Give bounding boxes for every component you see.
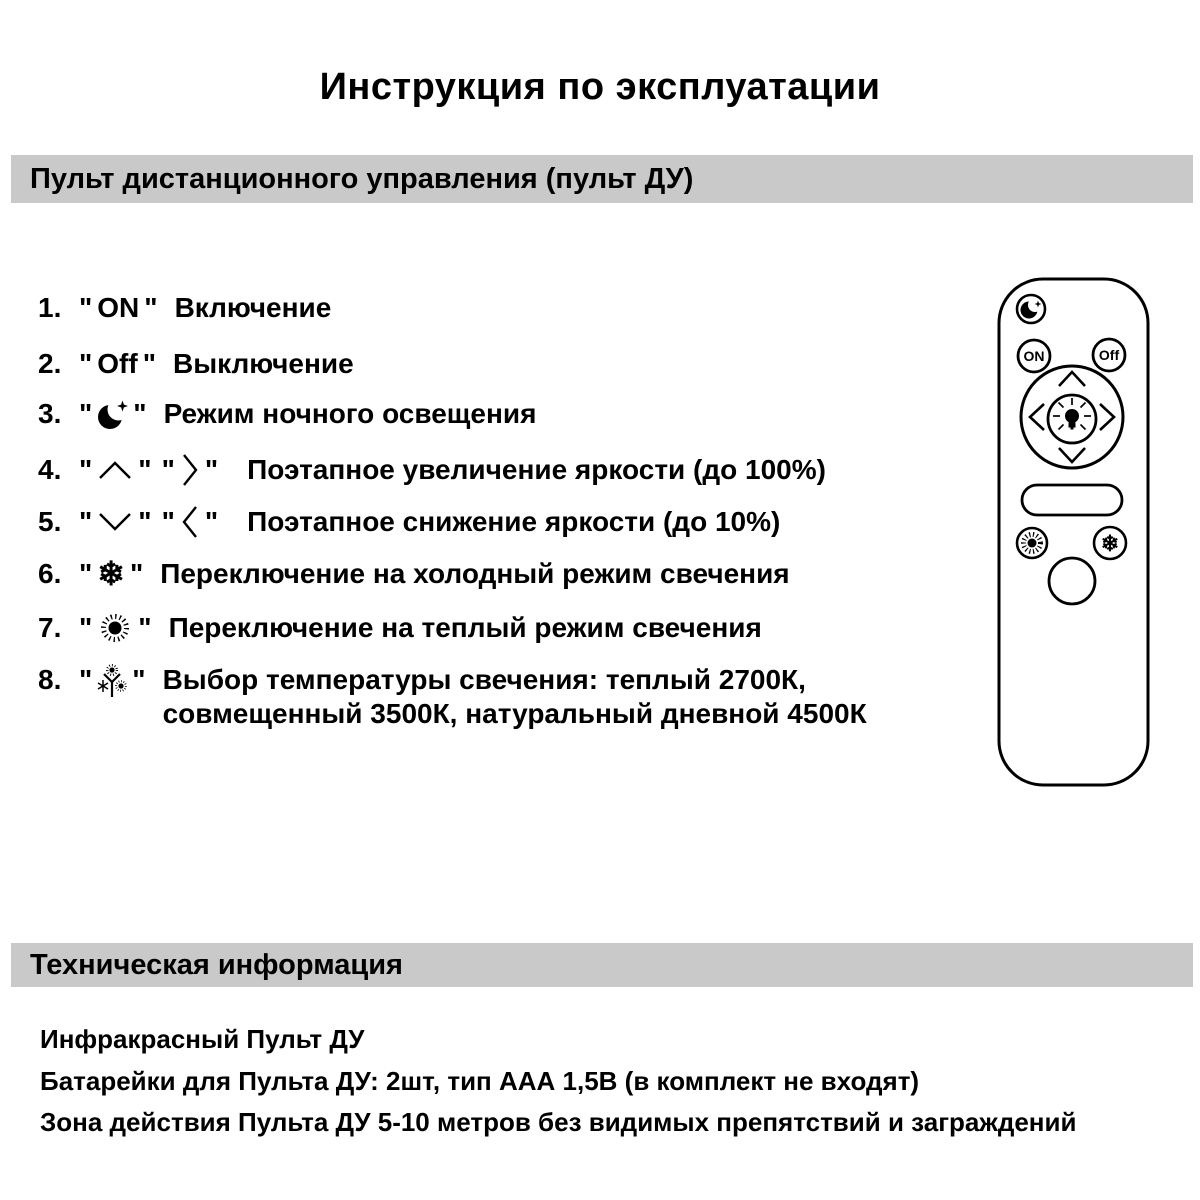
svg-text:Off: Off: [1098, 347, 1120, 363]
quote-mark: ": [204, 506, 219, 537]
quote-mark: ": [132, 664, 146, 695]
quote-mark: ": [79, 664, 93, 695]
night-mode-button: [1017, 295, 1045, 323]
quote-mark: ": [133, 398, 147, 429]
plain-round-button: [1049, 558, 1095, 604]
item-description: Переключение на холодный режим свечения: [160, 558, 790, 589]
item-description-line-2: совмещенный 3500К, натуральный дневной 4500К: [162, 698, 867, 729]
section-header-remote: [11, 155, 1193, 203]
chevron-left-icon: [180, 503, 200, 541]
quote-mark: ": [138, 506, 152, 537]
page-title: Инструкция по эксплуатации: [319, 66, 881, 108]
item-number: 5.: [38, 506, 62, 537]
quote-mark: ": [161, 454, 175, 485]
item-number: 4.: [38, 454, 62, 485]
snowflake-icon: ❄: [97, 555, 125, 592]
chevron-up-icon: [97, 459, 133, 481]
color-temperature-icon: [97, 664, 127, 700]
item-number: 2.: [38, 348, 62, 379]
svg-text:ON: ON: [1023, 348, 1045, 364]
list-item-color-temperature: [38, 663, 867, 731]
off-button-label: Off: [97, 348, 138, 379]
quote-mark: ": [129, 558, 144, 589]
list-item-on: [38, 290, 331, 326]
list-item-off: [38, 346, 354, 382]
quote-mark: ": [142, 348, 156, 379]
quote-mark: ": [79, 506, 93, 537]
item-description: Режим ночного освещения: [163, 398, 537, 429]
quote-mark: ": [161, 506, 175, 537]
item-number: 8.: [38, 664, 62, 695]
quote-mark: ": [79, 292, 93, 323]
section-header-remote-label: Пульт дистанционного управления (пульт ДУ): [30, 162, 694, 195]
on-button: [1018, 340, 1050, 372]
on-button-label: ON: [97, 292, 140, 323]
list-item-night-mode: [38, 396, 536, 432]
quote-mark: ": [138, 454, 152, 485]
list-item-brightness-up: [38, 452, 826, 488]
quote-mark: ": [79, 454, 93, 485]
section-header-tech: [11, 943, 1193, 987]
sun-icon: [97, 610, 133, 646]
quote-mark: ": [204, 454, 219, 485]
chevron-right-icon: [180, 451, 200, 489]
quote-mark: ": [138, 612, 152, 643]
item-description: Поэтапное увеличение яркости (до 100%): [247, 454, 826, 485]
list-item-warm-mode: [38, 610, 762, 646]
item-number: 3.: [38, 398, 62, 429]
quote-mark: ": [79, 348, 93, 379]
quote-mark: ": [79, 558, 93, 589]
item-number: 7.: [38, 612, 62, 643]
quote-mark: ": [144, 292, 158, 323]
list-item-cold-mode: [38, 556, 790, 592]
section-header-tech-label: Техническая информация: [30, 948, 403, 981]
tech-info-line: Зона действия Пульта ДУ 5-10 метров без видимых препятствий и заграждений: [40, 1106, 1077, 1137]
item-description: Включение: [174, 292, 332, 323]
pill-button: [1022, 485, 1122, 515]
list-item-brightness-down: [38, 504, 780, 540]
quote-mark: ": [79, 398, 93, 429]
cold-mode-button: [1094, 527, 1126, 559]
item-description-line-1: Выбор температуры свечения: теплый 2700К,: [162, 664, 806, 695]
quote-mark: ": [79, 612, 93, 643]
warm-mode-button: [1017, 528, 1047, 558]
item-description: [163, 663, 867, 731]
crescent-moon-icon: [97, 397, 128, 431]
off-button: [1093, 339, 1125, 371]
chevron-down-icon: [97, 511, 133, 533]
item-description: Выключение: [173, 348, 354, 379]
snowflake-icon: ❄: [1100, 531, 1120, 556]
item-description: Поэтапное снижение яркости (до 10%): [247, 506, 781, 537]
remote-control-illustration: [995, 275, 1155, 795]
item-number: 6.: [38, 558, 62, 589]
tech-info-line: Батарейки для Пульта ДУ: 2шт, тип ААА 1,5В (в комплект не входят): [40, 1065, 920, 1096]
item-description: Переключение на теплый режим свечения: [168, 612, 762, 643]
dpad: [1021, 366, 1123, 468]
tech-info-line: Инфракрасный Пульт ДУ: [40, 1023, 365, 1054]
item-number: 1.: [38, 292, 62, 323]
